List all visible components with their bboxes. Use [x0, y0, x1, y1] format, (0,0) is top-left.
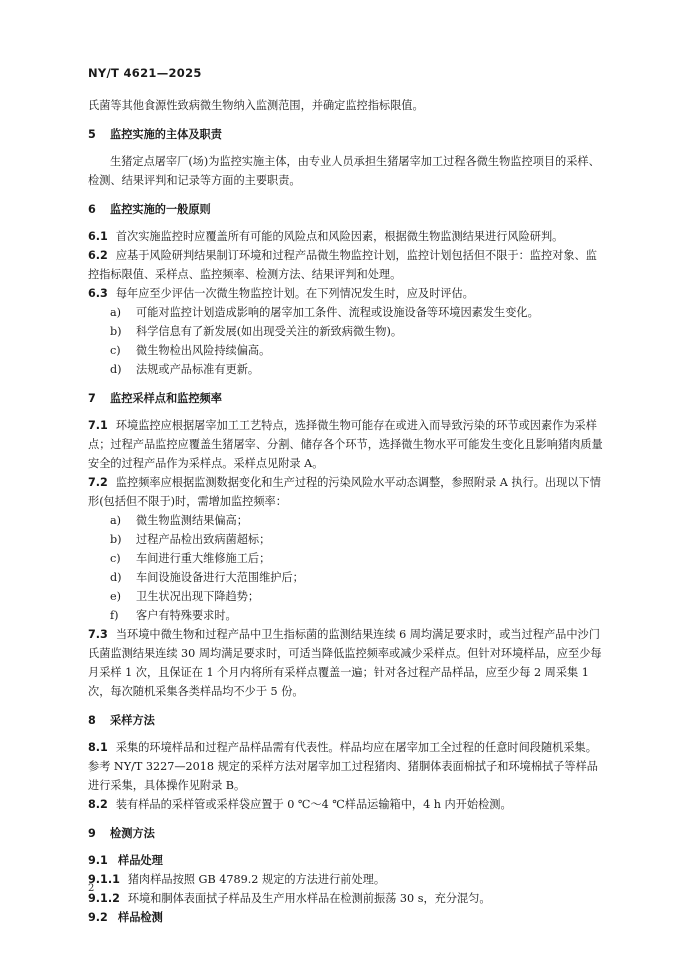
- clause-number: 9.1.2: [88, 892, 120, 905]
- section-title: 采样方法: [110, 714, 155, 727]
- clause-8-1: [88, 738, 603, 795]
- standard-code: NY/T 4621—2025: [88, 66, 202, 80]
- clause-number: 8.1: [88, 741, 108, 754]
- list-text: 可能对监控计划造成影响的屠宰加工条件、流程或设施设备等环境因素发生变化。: [136, 306, 539, 319]
- clause-text: 每年应至少评估一次微生物监控计划。在下列情况发生时，应及时评估。: [115, 287, 474, 300]
- page-content: [88, 96, 603, 927]
- list-text: 科学信息有了新发展(如出现受关注的新致病微生物)。: [136, 325, 403, 338]
- list-mark: d): [110, 363, 122, 376]
- list-text: 车间设施设备进行大范围维护后；: [136, 571, 304, 584]
- clause-7-2: [88, 473, 603, 511]
- section-number: 9: [88, 827, 96, 840]
- section-title: 监控采样点和监控频率: [110, 392, 222, 405]
- list-text: 微生物检出风险持续偏高。: [136, 344, 271, 357]
- list-mark: c): [110, 344, 121, 357]
- list-item: [88, 606, 603, 625]
- list-text: 客户有特殊要求时。: [136, 609, 237, 622]
- clause-text: 监控频率应根据监测数据变化和生产过程的污染风险水平动态调整，参照附录 A 执行。出现以下情形(包括但不限于)时，需增加监控频率：: [88, 476, 601, 508]
- clause-text: 装有样品的采样管或采样袋应置于 0 ℃～4 ℃样品运输箱中，4 h 内开始检测。: [115, 798, 512, 811]
- clause-text: 环境和胴体表面拭子样品及生产用水样品在检测前振荡 30 s，充分混匀。: [127, 892, 491, 905]
- list-mark: b): [110, 325, 122, 338]
- list-text: 过程产品检出致病菌超标；: [136, 533, 271, 546]
- section-9-heading: [88, 824, 603, 843]
- list-item: [88, 587, 603, 606]
- clause-text: 环境监控应根据屠宰加工工艺特点，选择微生物可能存在或进入而导致污染的环节或因素作为采样点；过程产品监控应覆盖生猪屠宰、分割、储存各个环节，选择微生物水平可能发生变化且影响猪肉质量安全的过程产品作为采样点。采样点见附录 A。: [88, 419, 603, 470]
- clause-number: 6.2: [88, 249, 108, 262]
- list-mark: c): [110, 552, 121, 565]
- section-title: 检测方法: [110, 827, 155, 840]
- list-text: 车间进行重大维修施工后；: [136, 552, 271, 565]
- list-text: 微生物监测结果偏高；: [136, 514, 248, 527]
- section-8-heading: [88, 711, 603, 730]
- list-item: [88, 322, 603, 341]
- subsection-9-2-heading: [88, 908, 603, 927]
- clause-number: 6.1: [88, 230, 108, 243]
- list-mark: f): [110, 609, 119, 622]
- list-item: [88, 303, 603, 322]
- clause-7-3: [88, 625, 603, 701]
- clause-7-1: [88, 416, 603, 473]
- clause-6-3: [88, 284, 603, 303]
- list-item: [88, 549, 603, 568]
- section-6-heading: [88, 200, 603, 219]
- subsection-number: 9.2: [88, 911, 108, 924]
- list-mark: b): [110, 533, 122, 546]
- list-item: [88, 511, 603, 530]
- list-item: [88, 360, 603, 379]
- section-title: 监控实施的主体及职责: [110, 128, 222, 141]
- list-item: [88, 530, 603, 549]
- section-title: 监控实施的一般原则: [110, 203, 211, 216]
- subsection-9-1-heading: [88, 851, 603, 870]
- clause-number: 7.1: [88, 419, 108, 432]
- clause-text: 首次实施监控时应覆盖所有可能的风险点和风险因素，根据微生物监测结果进行风险研判。: [115, 230, 564, 243]
- clause-number: 7.3: [88, 628, 108, 641]
- list-mark: e): [110, 590, 121, 603]
- clause-text: 当环境中微生物和过程产品中卫生指标菌的监测结果连续 6 周均满足要求时，或当过程产品中沙门氏菌监测结果连续 30 周均满足要求时，可适当降低监控频率或减少采样点。但针对环境样品，应至少每月采样 1 次，且保证在 1 个月内将所有采样点覆盖一遍；针对各过程产品样品，应至少每 2 周采集 1 次，每次随机采集各类样品均不少于 5 份。: [88, 628, 602, 698]
- clause-number: 9.1.1: [88, 873, 120, 886]
- clause-text: 猪肉样品按照 GB 4789.2 规定的方法进行前处理。: [127, 873, 386, 886]
- subsection-number: 9.1: [88, 854, 108, 867]
- clause-number: 7.2: [88, 476, 108, 489]
- section-number: 5: [88, 128, 96, 141]
- list-mark: a): [110, 514, 122, 527]
- list-text: 法规或产品标准有更新。: [136, 363, 260, 376]
- clause-text: 采集的环境样品和过程产品样品需有代表性。样品均应在屠宰加工全过程的任意时间段随机采集。参考 NY/T 3227—2018 规定的采样方法对屠宰加工过程猪肉、猪胴体表面棉拭子和环境棉拭子等样品进行采集，具体操作见附录 B。: [88, 741, 598, 792]
- clause-9-1-1: [88, 870, 603, 889]
- section-5-heading: [88, 125, 603, 144]
- subsection-title: 样品检测: [118, 911, 163, 924]
- clause-number: 6.3: [88, 287, 108, 300]
- section-number: 8: [88, 714, 96, 727]
- list-text: 卫生状况出现下降趋势；: [136, 590, 260, 603]
- list-item: [88, 568, 603, 587]
- clause-6-1: [88, 227, 603, 246]
- list-mark: d): [110, 571, 122, 584]
- subsection-title: 样品处理: [118, 854, 163, 867]
- list-item: [88, 341, 603, 360]
- list-mark: a): [110, 306, 122, 319]
- clause-number: 8.2: [88, 798, 108, 811]
- clause-9-1-2: [88, 889, 603, 908]
- clause-text: 应基于风险研判结果制订环境和过程产品微生物监控计划，监控计划包括但不限于：监控对象、监控指标限值、采样点、监控频率、检测方法、结果评判和处理。: [88, 249, 597, 281]
- page-number: 2: [88, 883, 95, 894]
- intro-paragraph: 氏菌等其他食源性致病微生物纳入监测范围，并确定监控指标限值。: [88, 99, 424, 112]
- clause-6-2: [88, 246, 603, 284]
- section-5-text: 生猪定点屠宰厂(场)为监控实施主体，由专业人员承担生猪屠宰加工过程各微生物监控项目的采样、检测、结果评判和记录等方面的主要职责。: [88, 155, 600, 187]
- section-7-heading: [88, 389, 603, 408]
- section-number: 7: [88, 392, 96, 405]
- clause-8-2: [88, 795, 603, 814]
- section-number: 6: [88, 203, 96, 216]
